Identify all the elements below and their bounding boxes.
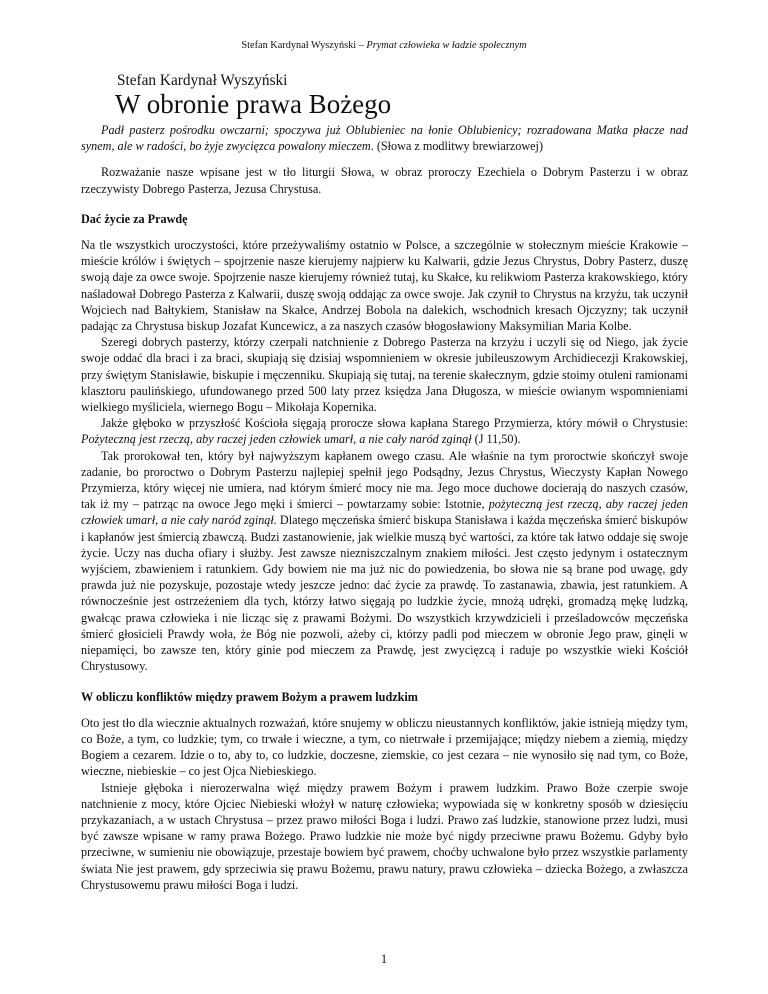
epigraph-text: Padł pasterz pośrodku owczarni; spoczywa już Oblubieniec na łonie Oblubienicy; rozradowana Matka płacze nad synem, ale w radości, bo żyje zwycięzca powalony mieczem [81,123,688,154]
intro-paragraph: Rozważanie nasze wpisane jest w tło liturgii Słowa, w obraz proroczy Ezechiela o Dobrym Pasterzu i w obraz rzeczywisty Dobrego Pasterza, Jezusa Chrystusa. [81,165,688,196]
scripture-reference: (J 11,50). [471,432,521,447]
paragraph: Oto jest tło dla wiecznie aktualnych rozważań, które snujemy w obliczu nieustannych konfliktów, jakie istnieją między tym, co Boże, a tym, co ludzkie; tym, co trwałe i wieczne, a tym, co nietrwałe i przemijające; między niebem a ziemią, między Bogiem a cezarem. Idzie o to, aby to, co ludzkie, doczesne, ziemskie, co jest cezara – nie wynosiło się nad tym, co Boże, wieczne, niebieskie – co jest Ojca Niebieskiego. [81,715,688,779]
paragraph-text: Tak prorokował ten, który był najwyższym kapłanem owego czasu. Ale właśnie na tym proroctwie skończył swoje zadanie, bo proroctwo o Dobrym Pasterzu najlepiej spełnił jego Podsądny, Jezus Chrystus, Wieczysty Kapłan Nowego Przymierza, który więcej nie umiera, nad którym śmierć mocy nie ma. Jego moce duchowe docierają do naszych czasów, tak iż my – patrząc na owoce Jego męki i śmierci – powtarzamy sobie: Istotnie, [81,448,688,512]
section-heading: Dać życie za Prawdę [81,211,188,226]
paragraph: Istnieje głęboka i nierozerwalna więź między prawem Bożym i prawem ludzkim. Prawo Boże czerpie swoje natchnienie z mocy, które Ojciec Niebieski włożył w naturę człowieka; wypowiada się w konkretny sposób w dziesięciu przykazaniach, a w ustach Chrystusa – przez prawo miłości Boga i ludzi. Prawo zaś ludzkie, stanowione przez ludzi, musi być zawsze wpisane w ramy prawa Bożego. Prawo ludzkie nie może być nigdy przeciwne prawu Bożemu. Gdyby było przeciwne, w sumieniu nie obowiązuje, przestaje bowiem być prawem, choćby uchwalone było przez wszystkie parlamenty świata Nie jest prawem, gdy sprzeciwia się prawu Bożemu, prawu natury, prawu człowieka – dziecka Bożego, a zwłaszcza Chrystusowemu prawu miłości Boga i ludzi. [81,780,688,892]
header-author: Stefan Kardynał Wyszyński – [241,40,367,51]
epigraph [81,122,688,154]
paragraph [81,448,688,675]
paragraph: Szeregi dobrych pasterzy, którzy czerpali natchnienie z Dobrego Pasterza na krzyżu i uczyli się od Niego, jak życie swoje oddać dla braci i za braci, skupiają się dzisiaj wspomnieniem w okresie jubileuszowym Archidiecezji Krakowskiej, przy świętym Stanisławie, biskupie i męczenniku. Skupiają się tutaj, na terenie skałecznym, gdzie stoimy otuleni ramionami klasztoru paulińskiego, ufundowanego przed 500 laty przez księdza Jana Długosza, w mieście owianym wspomnieniami wielkiego myśliciela, wiernego Bogu – Mikołaja Kopernika. [81,335,688,415]
running-header [0,40,768,52]
document-title: W obronie prawa Bożego [115,89,392,119]
epigraph-source: . (Słowa z modlitwy brewiarzowej) [370,139,544,154]
paragraph: Na tle wszystkich uroczystości, które przeżywaliśmy ostatnio w Polsce, a szczególnie w stołecznym mieście Krakowie – mieście królów i świętych – spojrzenie nasze kierujemy najpierw ku Kalwarii, gdzie Jezus Chrystus, Dobry Pasterz, duszę swoją daje za owce swoje. Spojrzenie nasze kierujemy również tutaj, ku Skałce, ku relikwiom Pasterza krakowskiego, który naśladował Dobrego Pasterza z Kalwarii, duszę swoją oddając za owce swoje. Jak czynił to Chrystus na krzyżu, tak uczynił Wojciech nad Bałtykiem, Stanisław na Skałce, Andrzej Bobola na dalekich, wschodnich kresach Ojczyzny; tak uczynił padając za Chrystusa biskup Jozafat Kuncewicz, a za naszych czasów błogosławiony Maksymilian Maria Kolbe. [81,238,688,334]
paragraph-text: Jakże głęboko w przyszłość Kościoła sięgają prorocze słowa kapłana Starego Przymierza, który mówił o Chrystusie: [101,416,688,431]
scripture-quote: Pożyteczną jest rzeczą, aby raczej jeden człowiek umarł, a nie cały naród zginął [81,432,472,447]
header-work-title: Prymat człowieka w ładzie społecznym [366,40,527,51]
document-body [81,122,688,893]
scripture-quote: pożyteczną jest rzeczą, aby raczej jeden człowiek umarł, a nie cały naród zginął. [81,497,688,528]
paragraph-text: Dlatego męczeńska śmierć biskupa Stanisława i każda męczeńska śmierć biskupów i kapłanów jest śmiercią zbawczą. Budzi zastanowienie, jak wielkie muszą być wartości, za które tak łatwo oddaje się swoje życie. Uczy nas ducha ofiary i służby. Jest zawsze niezniszczalnym znakiem miłości. Jest często jedynym i ostatecznym wyjściem, zbawieniem i ratunkiem. Gdy bowiem nie ma już nic do powiedzenia, bo słowa nie są brane pod uwagę, gdy prawda już nie pozyskuje, pozostaje wtedy jeszcze jedno: dać życie za prawdę. To zastanawia, zbawia, jest ratunkiem. A równocześnie jest ostrzeżeniem dla tych, którzy łatwo sięgają po ludzkie życie, mnożą udręki, gromadzą mękę ludzką, gwałcąc prawa człowieka i nie licząc się z prawami Bożymi. Do wszystkich krzywdzicieli i prześladowców męczeńska śmierć głosicieli Prawdy woła, że Bóg nie pozwoli, ażeby ci, którzy padli pod mieczem w obronie Jego praw, ginęli w niepamięci, bo zawsze ten, który ginie pod mieczem za Prawdę, jest zwycięzcą i raduje po wszystkie wieki Kościół Chrystusowy. [81,513,688,674]
page-number: 1 [380,952,388,966]
section-heading: W obliczu konfliktów między prawem Bożym a prawem ludzkim [81,689,418,704]
document-author: Stefan Kardynał Wyszyński [117,72,288,89]
paragraph [81,415,688,447]
